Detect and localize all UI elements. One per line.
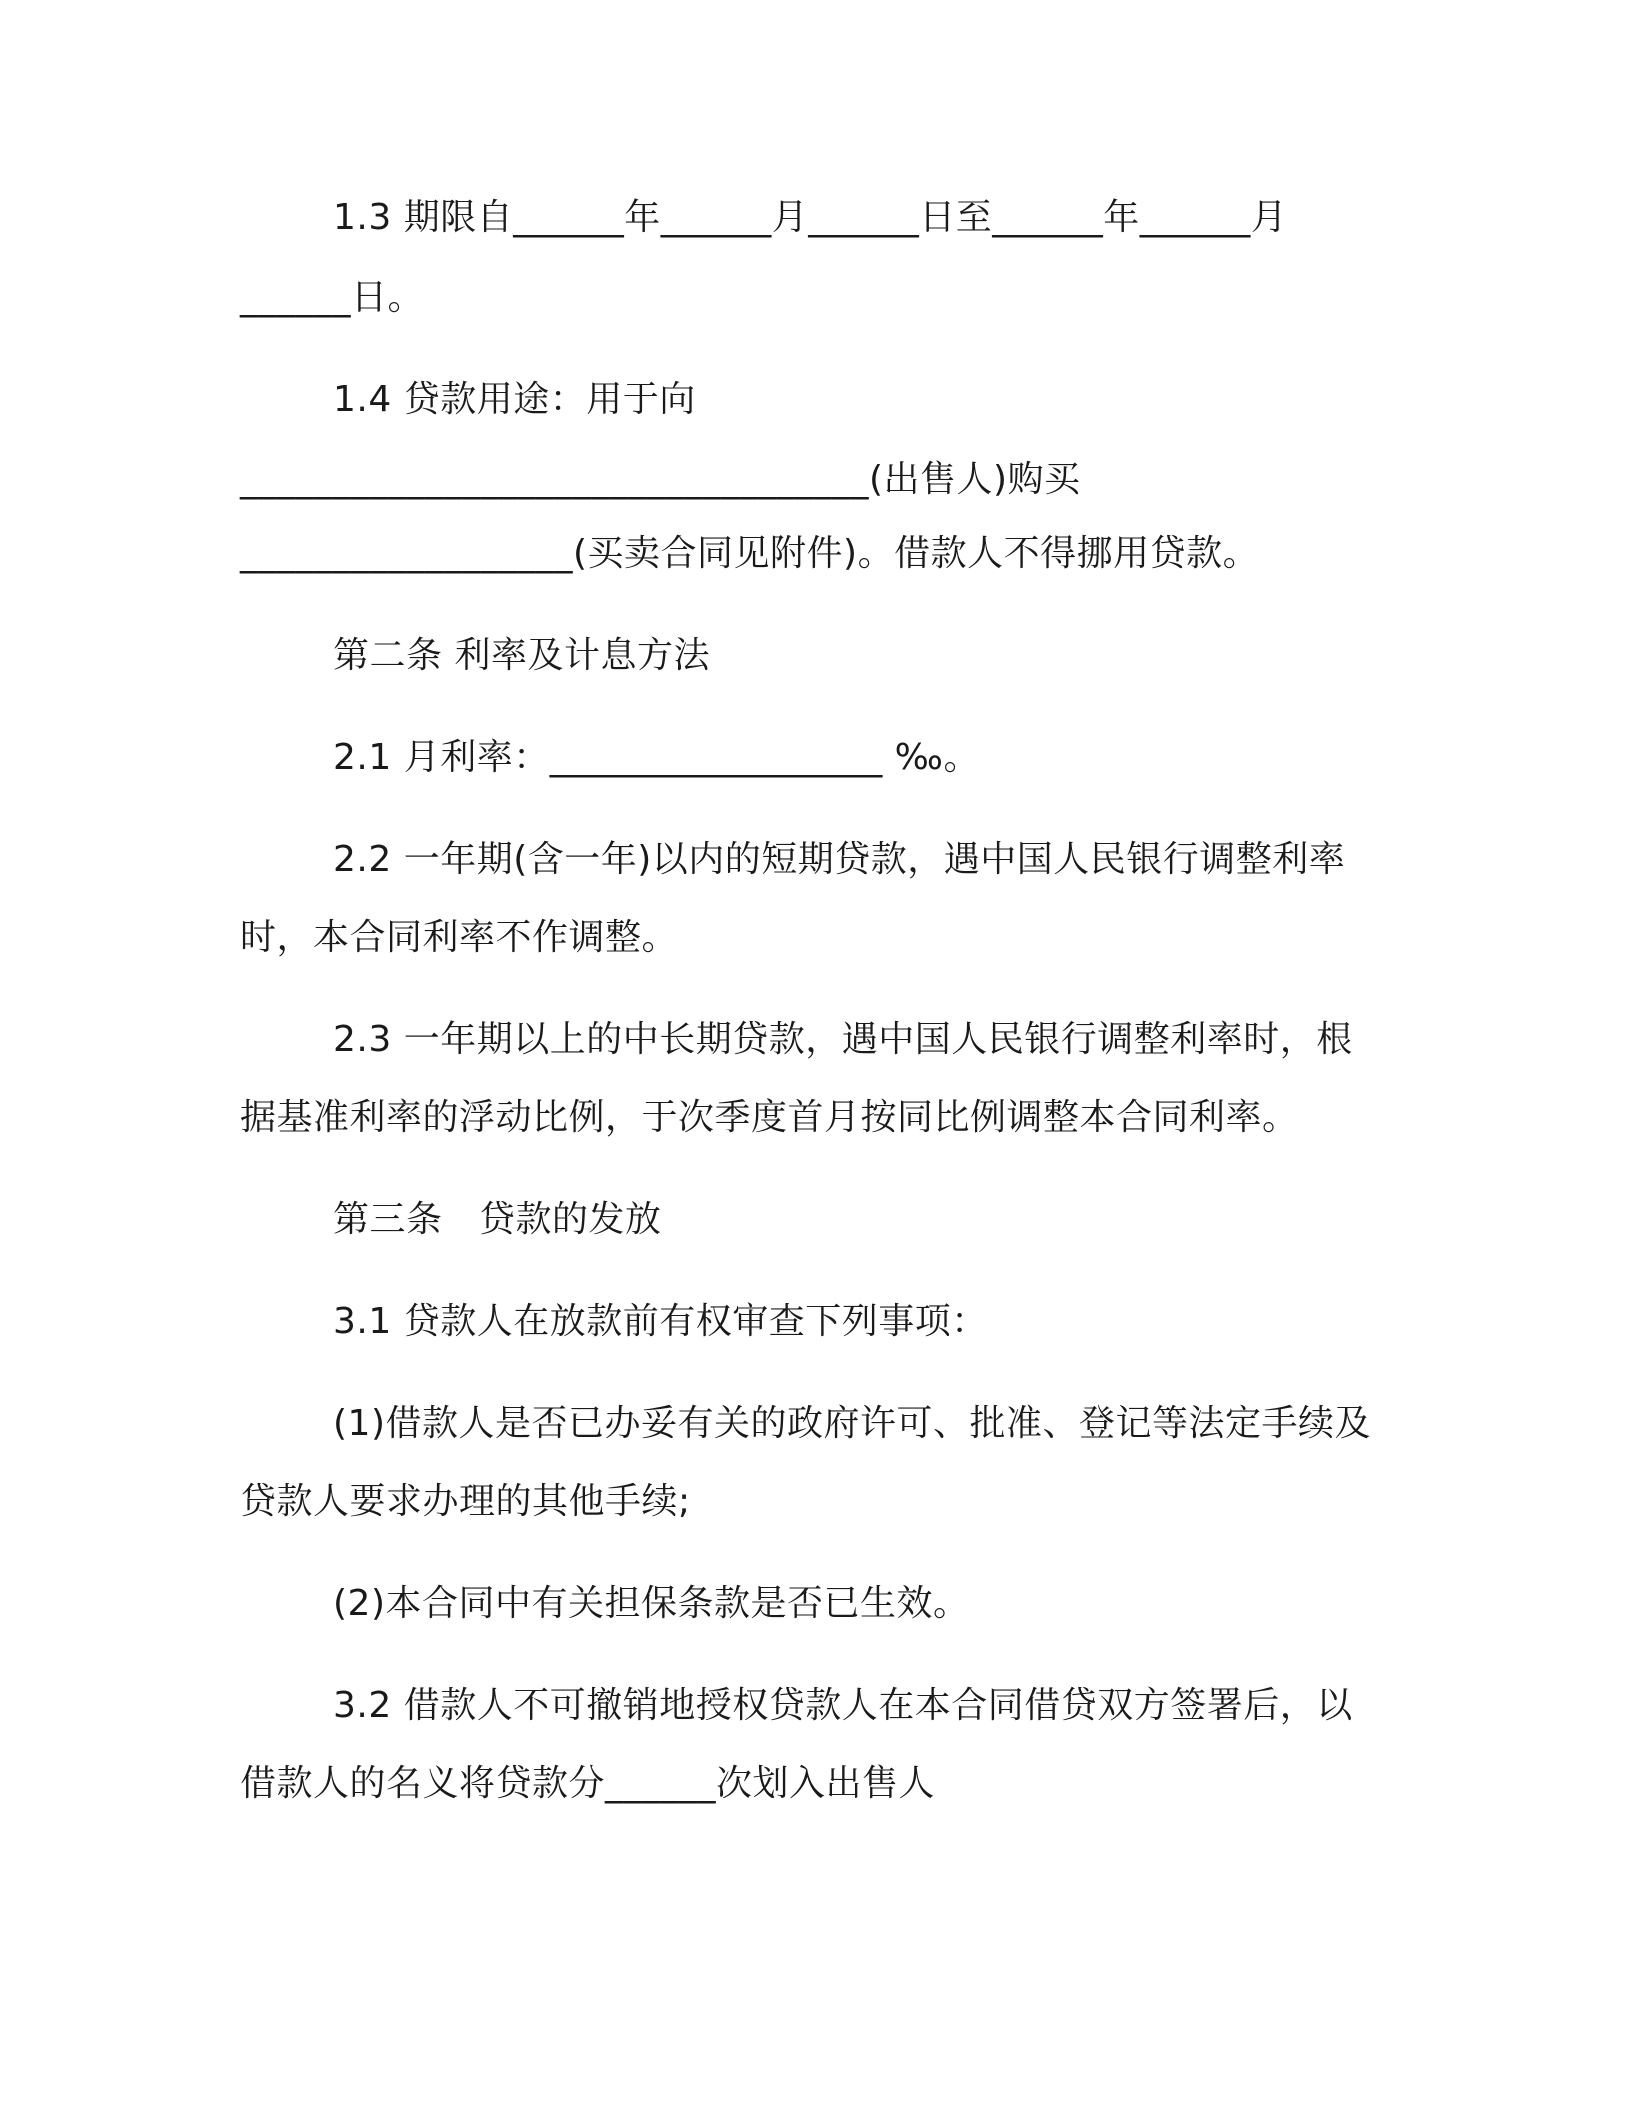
clause-3-2-line-1: 3.2 借款人不可撤销地授权贷款人在本合同借贷双方签署后，以 [333, 1685, 1353, 1726]
clause-1-4-line-1: 1.4 贷款用途：用于向 [333, 379, 696, 420]
clause-2-1: 2.1 月利率：__________________ ‰。 [333, 737, 980, 778]
clause-3-1: 3.1 贷款人在放款前有权审查下列事项： [333, 1301, 988, 1342]
article-3-heading: 第三条 贷款的发放 [333, 1199, 662, 1240]
clause-3-1-item-1-line-2: 贷款人要求办理的其他手续; [240, 1481, 691, 1522]
clause-3-2-line-2: 借款人的名义将贷款分______次划入出售人 [240, 1763, 936, 1804]
clause-3-1-item-2: (2)本合同中有关担保条款是否已生效。 [333, 1583, 970, 1624]
clause-1-4-line-2: __________________________________(出售人)购买 [240, 459, 1081, 500]
article-2-heading: 第二条 利率及计息方法 [333, 635, 710, 676]
clause-2-2-line-1: 2.2 一年期(含一年)以内的短期贷款，遇中国人民银行调整利率 [333, 839, 1346, 880]
clause-1-4-line-3: __________________(买卖合同见附件)。借款人不得挪用贷款。 [240, 533, 1260, 574]
clause-2-3-line-2: 据基准利率的浮动比例，于次季度首月按同比例调整本合同利率。 [240, 1097, 1299, 1138]
clause-2-3-line-1: 2.3 一年期以上的中长期贷款，遇中国人民银行调整利率时，根 [333, 1019, 1353, 1060]
clause-1-3-line-1: 1.3 期限自______年______月______日至______年______月 [333, 197, 1288, 238]
clause-3-1-item-1-line-1: (1)借款人是否已办妥有关的政府许可、批准、登记等法定手续及 [333, 1403, 1371, 1444]
clause-2-2-line-2: 时，本合同利率不作调整。 [240, 917, 679, 958]
clause-1-3-line-2: ______日。 [240, 277, 425, 318]
